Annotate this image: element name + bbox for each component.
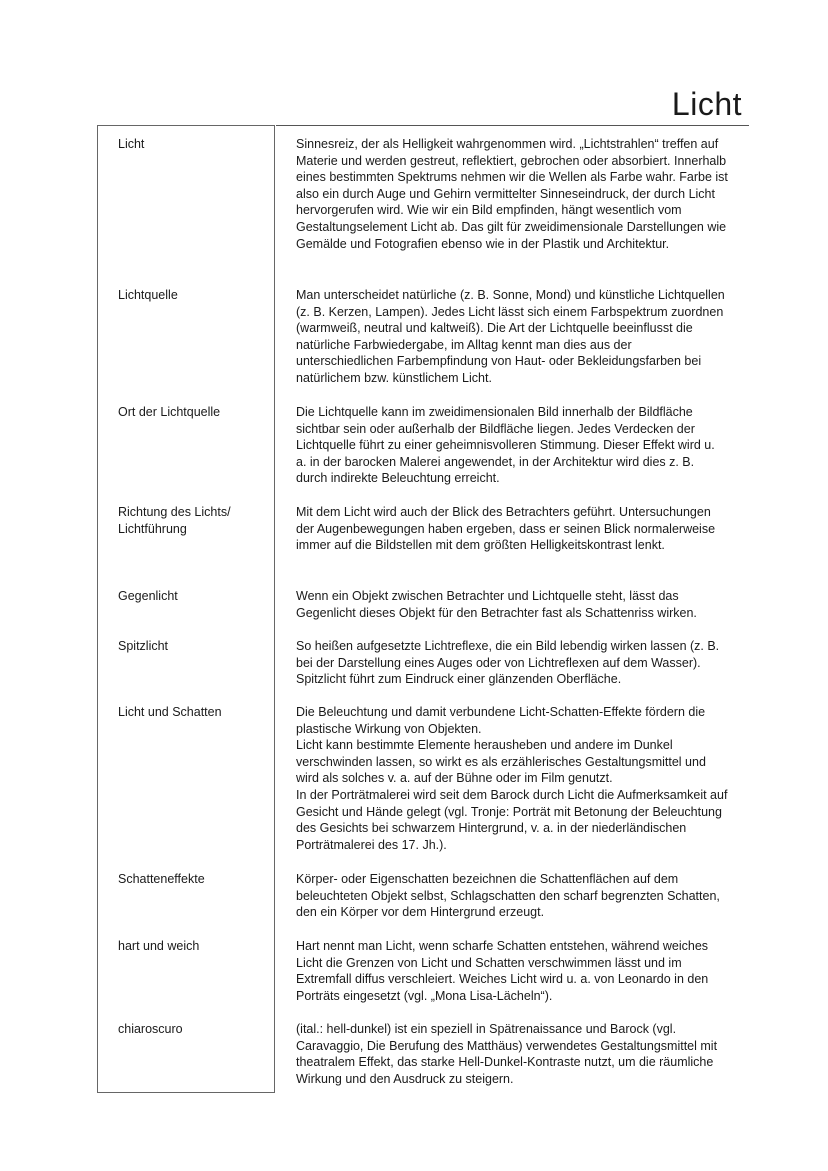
definition xyxy=(296,136,728,252)
term-label: Schatteneffekte xyxy=(118,872,205,886)
term-label: chiaroscuro xyxy=(118,1022,183,1036)
definition xyxy=(296,871,728,921)
title-rule xyxy=(276,125,749,126)
term-label: hart und weich xyxy=(118,939,200,953)
definition-paragraph: Körper- oder Eigenschatten bezeichnen die Schattenflächen auf dem beleuchteten Objekt selbst, Schlagschatten den scharf begrenzten Schatten, den ein Körper vor dem Hintergrund erzeugt. xyxy=(296,872,720,920)
definition-paragraph: Hart nennt man Licht, wenn scharfe Schatten entstehen, während weiches Licht die Grenzen von Licht und Schatten verschwimmen lässt und im Extremfall diffus verschleiert. Weiches Licht wird u. a. von Leonardo in den Porträts eingesetzt (vgl. „Mona Lisa-Lächeln“). xyxy=(296,939,709,1003)
term-label: Licht xyxy=(118,137,145,151)
term-label: Richtung des Lichts/ Lichtführung xyxy=(118,505,231,536)
term-label: Lichtquelle xyxy=(118,288,178,302)
definition xyxy=(296,1021,728,1087)
definition xyxy=(296,704,728,853)
definition-paragraph: Sinnesreiz, der als Helligkeit wahrgenommen wird. „Lichtstrahlen“ treffen auf Materie und werden gestreut, reflektiert, gebrochen oder absorbiert. Innerhalb eines bestimmten Spektrums nehmen wir die Wellen als Farbe wahr. Farbe ist also ein durch Auge und Gehirn vermittelter Sinneseindruck, der durch Licht hervorgerufen wird. Wie wir ein Bild empfinden, hängt wesentlich vom Gestaltungselement Licht ab. Das gilt für zweidimensionale Darstellungen wie Gemälde und Fotografien ebenso wie in der Plastik und Architektur. xyxy=(296,137,728,251)
definition xyxy=(296,404,728,487)
term-label: Licht und Schatten xyxy=(118,705,222,719)
definition-paragraph: Man unterscheidet natürliche (z. B. Sonne, Mond) und künstliche Lichtquellen (z. B. Kerzen, Lampen). Jedes Licht lässt sich einem Farbspektrum zuordnen (warmweiß, neutral und kaltweiß). Die Art der Lichtquelle beeinflusst die natürliche Farbwiedergabe, im Alltag kennt man dies aus der unterschiedlichen Farbempfindung von Haut- oder Bekleidungsfarben bei natürlichem bzw. künstlichem Licht. xyxy=(296,288,725,385)
definition-paragraph: Mit dem Licht wird auch der Blick des Betrachters geführt. Untersuchungen der Augenbewegungen haben ergeben, dass er seinen Blick normalerweise immer auf die Bildstellen mit dem größten Helligkeitskontrast lenkt. xyxy=(296,505,716,553)
definition xyxy=(296,287,728,387)
definition-paragraph: In der Porträtmalerei wird seit dem Barock durch Licht die Aufmerksamkeit auf Gesicht und Hände gelegt (vgl. Tronje: Porträt mit Betonung der Beleuchtung des Gesichts bei schwarzem Hintergrund, v. a. in der niederländischen Porträtmalerei des 17. Jh.). xyxy=(296,787,728,852)
term-label: Spitzlicht xyxy=(118,639,169,653)
definition-paragraph: (ital.: hell-dunkel) ist ein speziell in Spätrenaissance und Barock (vgl. Caravaggio, Die Berufung des Matthäus) verwendetes Gestaltungsmittel mit theatralem Effekt, das starke Hell-Dunkel-Kontraste nutzt, um die räumliche Wirkung und den Ausdruck zu steigern. xyxy=(296,1022,718,1086)
term-label: Ort der Lichtquelle xyxy=(118,405,221,419)
definition-paragraph: Wenn ein Objekt zwischen Betrachter und Lichtquelle steht, lässt das Gegenlicht dieses Objekt für den Betrachter fast als Schattenriss wirken. xyxy=(296,589,697,620)
definition-paragraph: So heißen aufgesetzte Lichtreflexe, die ein Bild lebendig wirken lassen (z. B. bei der Darstellung eines Auges oder von Lichtreflexen auf dem Wasser). Spitzlicht führt zum Eindruck einer glänzenden Oberfläche. xyxy=(296,639,720,687)
definition-paragraph: Licht kann bestimmte Elemente herausheben und andere im Dunkel verschwinden lassen, so wirkt es als erzählerisches Gestaltungsmittel und wird als solches v. a. auf der Bühne oder im Film genutzt. xyxy=(296,738,706,786)
definition-paragraph: Die Lichtquelle kann im zweidimensionalen Bild innerhalb der Bildfläche sichtbar sein oder außerhalb der Bildfläche liegen. Jedes Verdecken der Lichtquelle führt zu einer geheimnisvolleren Stimmung. Dieser Effekt wird u. a. in der barocken Malerei angewendet, in der Architektur wird dies z. B. durch indirekte Beleuchtung erreicht. xyxy=(296,405,715,486)
definition xyxy=(296,938,728,1004)
term-label: Gegenlicht xyxy=(118,589,178,603)
definition xyxy=(296,638,728,688)
page-title: Licht xyxy=(671,86,742,122)
definition xyxy=(296,504,728,554)
definition xyxy=(296,588,728,621)
definition-paragraph: Die Beleuchtung und damit verbundene Licht-Schatten-Effekte fördern die plastische Wirkung von Objekten. xyxy=(296,705,706,736)
